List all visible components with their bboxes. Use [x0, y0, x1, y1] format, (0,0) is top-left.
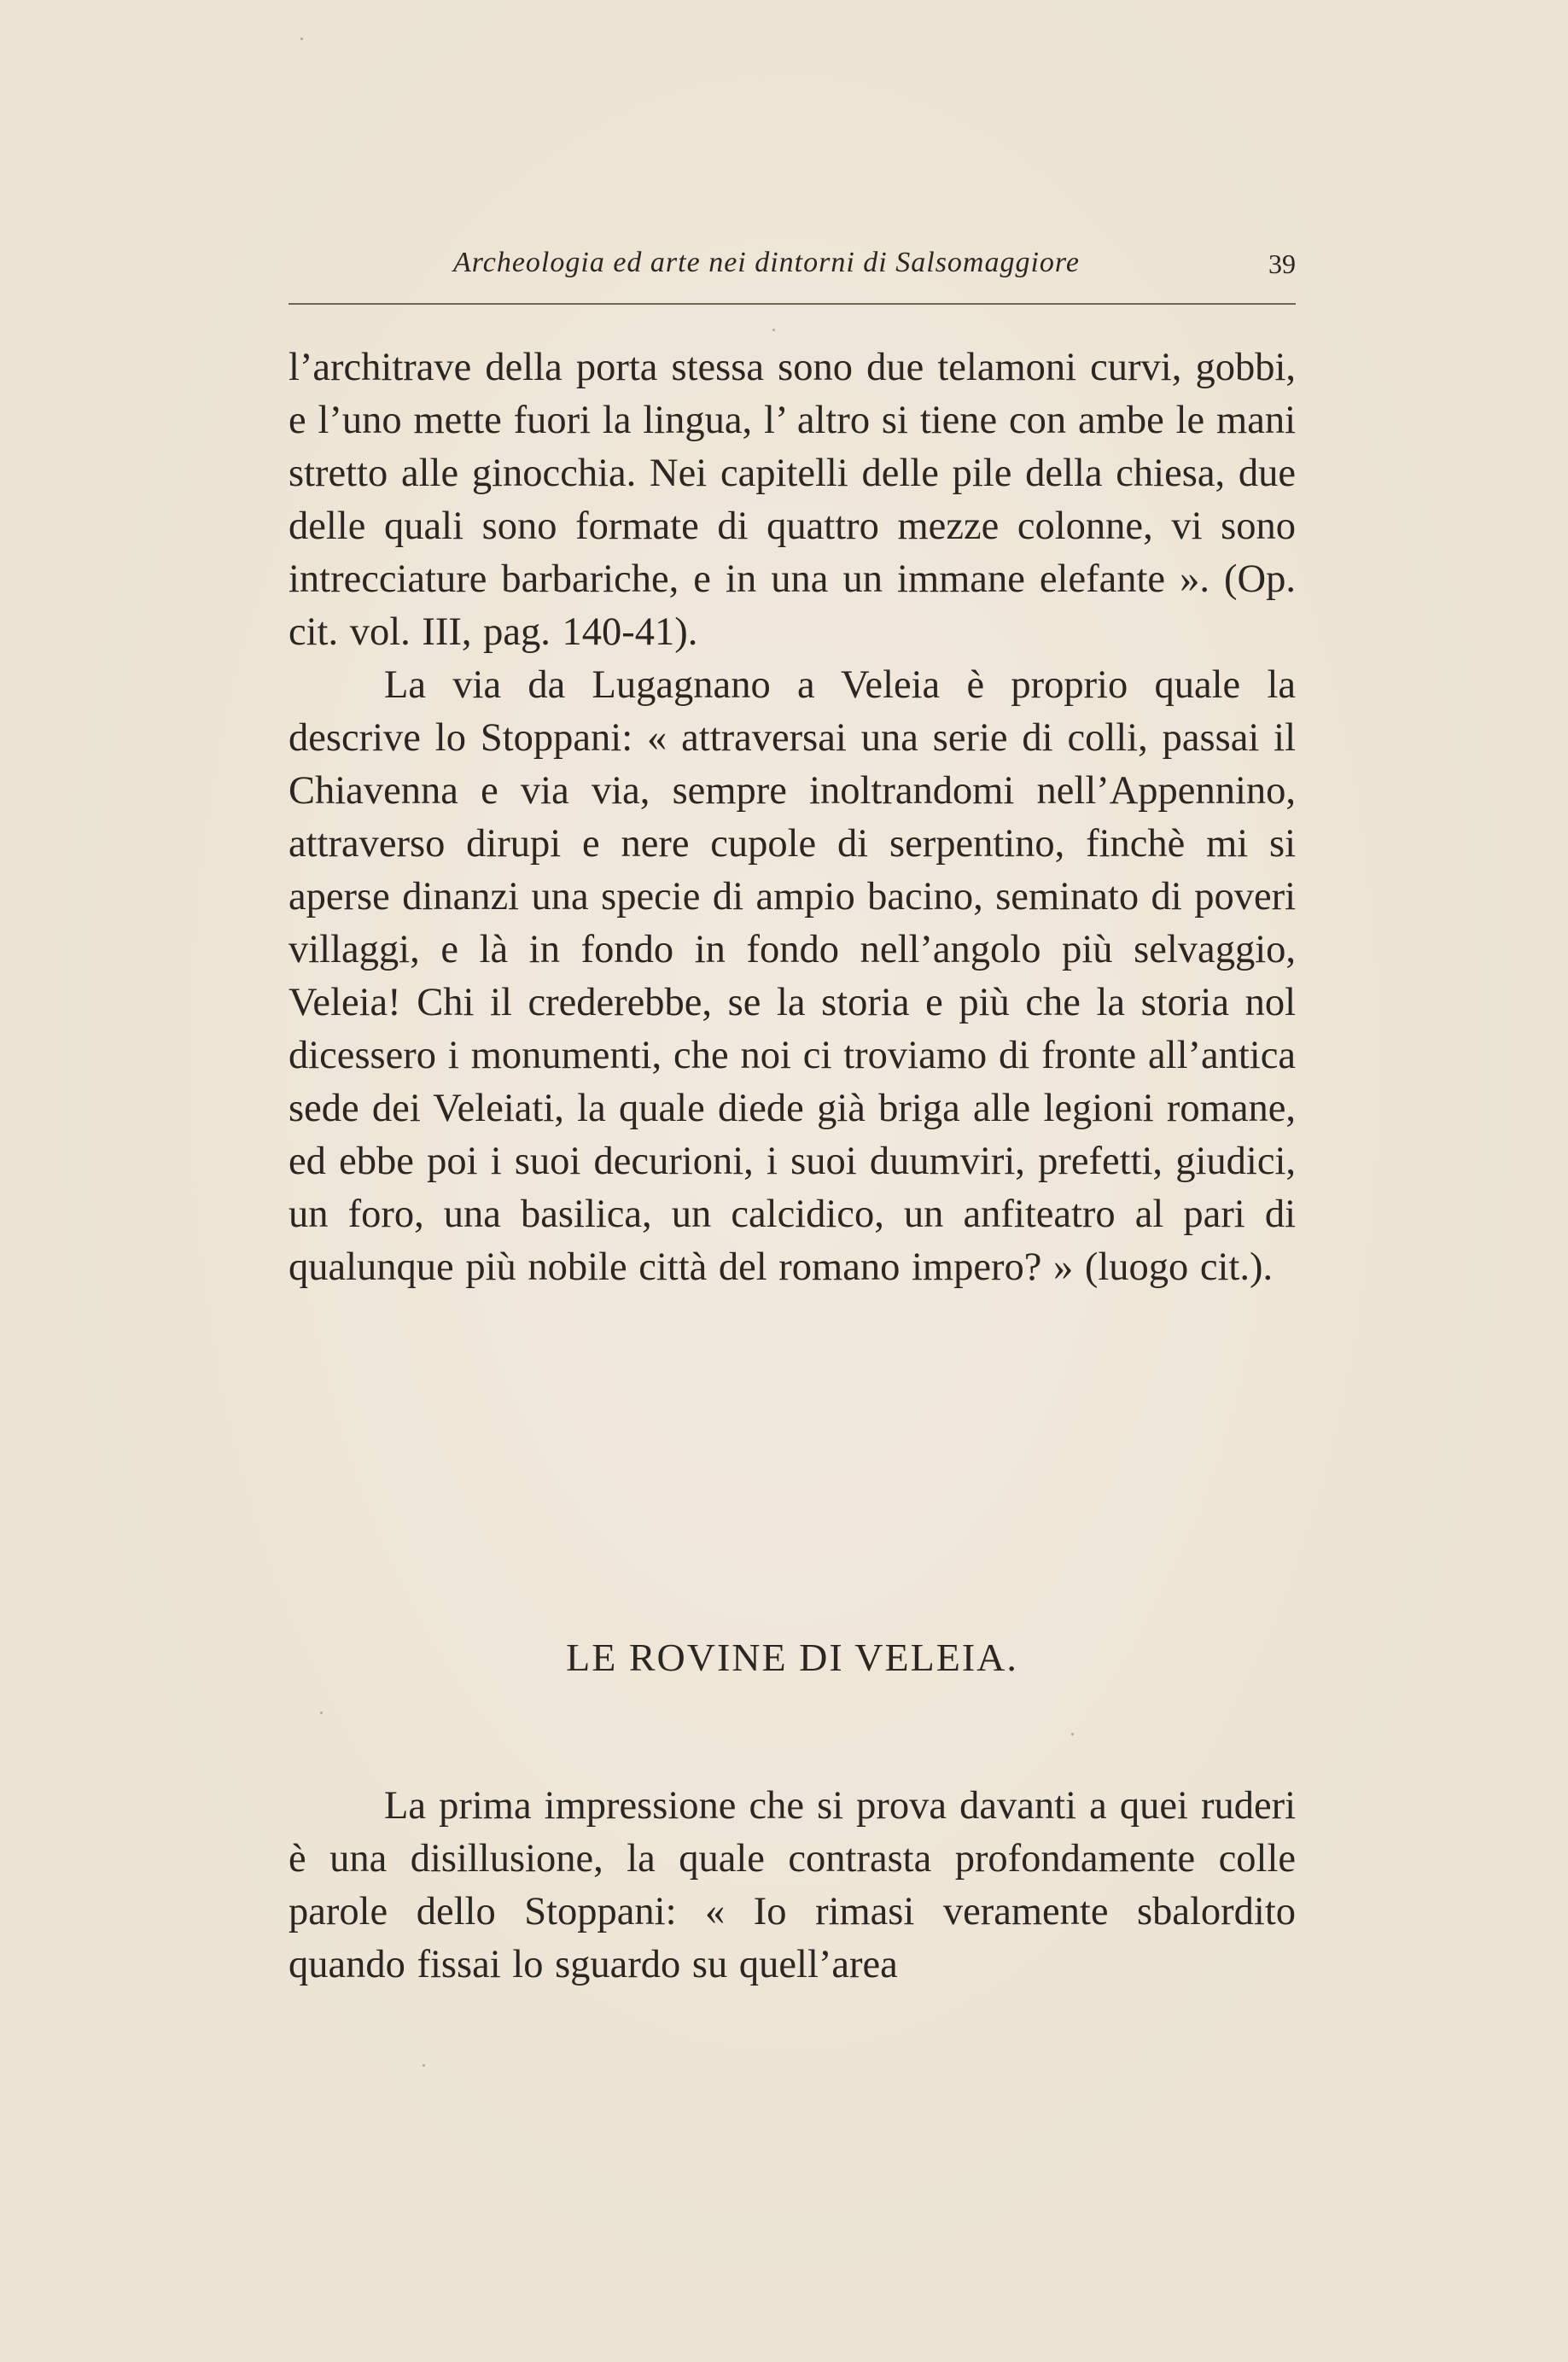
text-block-top: [289, 341, 1296, 1294]
running-head: [289, 242, 1296, 289]
paragraph-continued: l’architrave della porta stessa sono due telamoni curvi, gobbi, e l’uno mette fuori la lingua, l’ altro si tiene con ambe le mani stretto alle ginocchia. Nei capitelli delle pile della chiesa, due delle quali sono formate di quattro mezze colonne, vi sono intrecciature barbariche, e in una un immane elefante ». (Op. cit. vol. III, pag. 140-41).: [289, 346, 1296, 654]
paper-speck: [1071, 1733, 1074, 1735]
paper-speck: [423, 2064, 425, 2067]
text-block-bottom: [289, 1780, 1296, 1992]
paragraph-veleia-road: La via da Lugagnano a Veleia è proprio quale la descrive lo Stoppani: « attraversai una serie di colli, passai il Chiavenna e via via, sempre inoltrandomi nell’Appennino, attraverso dirupi e nere cupole di serpentino, finchè mi si aperse dinanzi una specie di ampio bacino, seminato di poveri villaggi, e là in fondo in fondo nell’angolo più selvaggio, Veleia! Chi il crederebbe, se la storia e più che la storia nol dicessero i monumenti, che noi ci troviamo di fronte all’antica sede dei Veleiati, la quale diede già briga alle legioni romane, ed ebbe poi i suoi decurioni, i suoi duumviri, prefetti, giudici, un foro, una basilica, un calcidico, un anfiteatro al pari di qualunque più nobile città del romano impero? » (luogo cit.).: [289, 663, 1296, 1289]
paper-speck: [300, 38, 303, 40]
running-head-title: Archeologia ed arte nei dintorni di Salsomaggiore: [453, 247, 1080, 278]
header-rule: [289, 303, 1296, 305]
paper-speck: [320, 1712, 323, 1714]
section-heading: LE ROVINE DI VELEIA.: [566, 1636, 1018, 1679]
paragraph-first-impression: La prima impressione che si prova davanti a quei ruderi è una disillusione, la quale contrasta profondamente colle parole dello Stoppani: « Io rimasi veramente sbalordito quando fissai lo sguardo su quell’area: [289, 1784, 1296, 1986]
paper-speck: [772, 329, 775, 331]
page-number: 39: [1268, 248, 1296, 279]
